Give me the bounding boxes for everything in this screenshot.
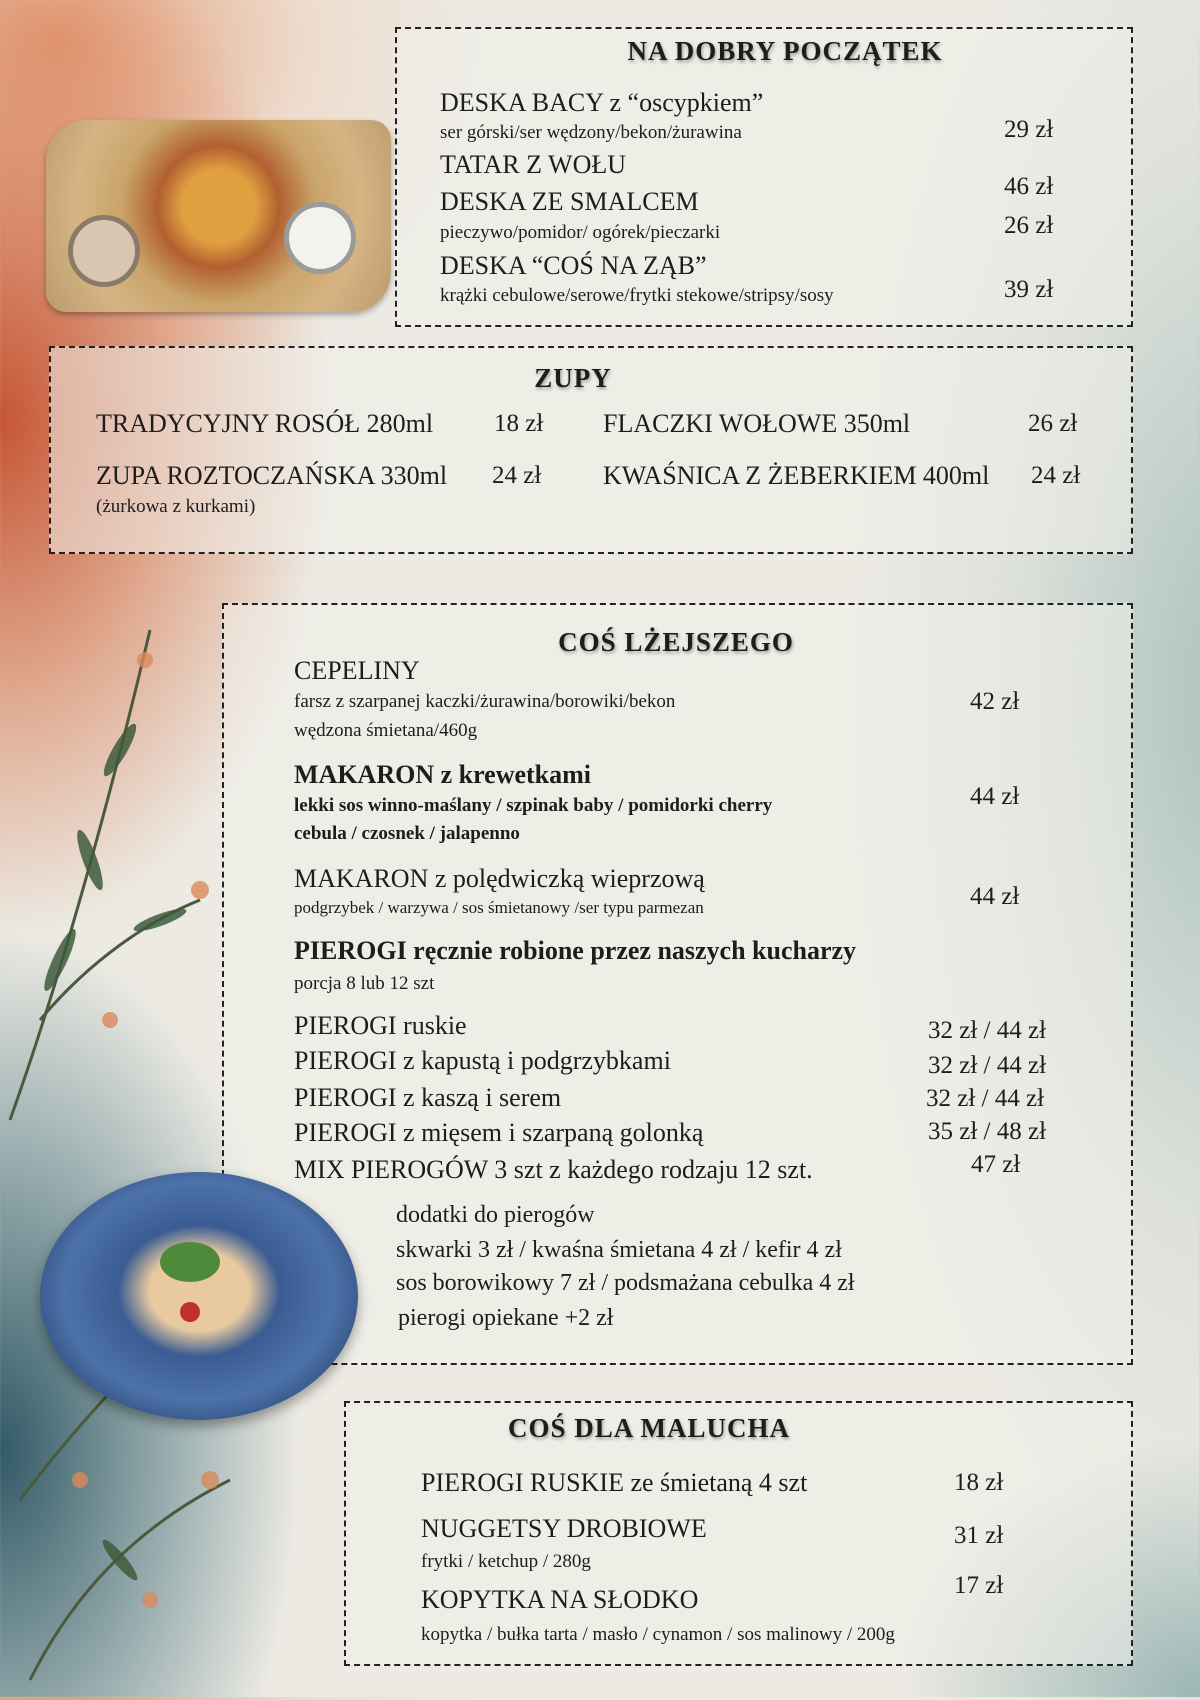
starter-item-desc: pieczywo/pomidor/ ogórek/pieczarki — [440, 222, 721, 243]
starter-item-name: DESKA BACY z “oscypkiem” — [440, 88, 764, 117]
pierogi-item-name: PIEROGI ruskie — [294, 1011, 467, 1040]
lighter-item-name: MAKARON z krewetkami — [294, 760, 592, 789]
kids-item-desc: frytki / ketchup / 280g — [421, 1551, 591, 1572]
soup-item-price: 26 zł — [1028, 410, 1078, 437]
soup-item-name: TRADYCYJNY ROSÓŁ 280ml — [96, 409, 434, 438]
starter-item-price: 26 zł — [1004, 212, 1054, 239]
soup-item-price: 24 zł — [492, 462, 542, 489]
soup-item-name: FLACZKI WOŁOWE 350ml — [603, 409, 911, 438]
pierogi-item-name: PIEROGI z kaszą i serem — [294, 1083, 562, 1112]
botanical-decoration — [0, 600, 260, 1700]
soups-title: ZUPY — [534, 363, 612, 393]
starter-item-price: 29 zł — [1004, 116, 1054, 143]
pierogi-item-name: PIEROGI z mięsem i szarpaną golonką — [294, 1118, 704, 1147]
lighter-item-desc: cebula / czosnek / jalapenno — [294, 823, 520, 844]
pierogi-heading: PIEROGI ręcznie robione przez naszych kucharzy — [294, 936, 857, 965]
lighter-item-name: MAKARON z polędwiczką wieprzową — [294, 864, 705, 893]
soup-item-desc: (żurkowa z kurkami) — [96, 496, 256, 517]
lighter-item-price: 42 zł — [970, 688, 1020, 715]
lighter-item-desc: podgrzybek / warzywa / sos śmietanowy /ser typu parmezan — [294, 898, 704, 917]
lighter-item-price: 44 zł — [970, 883, 1020, 910]
kids-item-desc: kopytka / bułka tarta / masło / cynamon / sos malinowy / 200g — [421, 1624, 895, 1645]
pierogi-item-price: 32 zł / 44 zł — [926, 1085, 1045, 1112]
pierogi-item-price: 35 zł / 48 zł — [928, 1118, 1047, 1145]
kids-item-name: PIEROGI RUSKIE ze śmietaną 4 szt — [421, 1468, 808, 1497]
lighter-item-price: 44 zł — [970, 783, 1020, 810]
kids-item-price: 31 zł — [954, 1522, 1004, 1549]
starter-item-name: DESKA ZE SMALCEM — [440, 187, 699, 216]
pierogi-portion: porcja 8 lub 12 szt — [294, 973, 435, 994]
lighter-item-name: CEPELINY — [294, 656, 420, 685]
lighter-item-desc: lekki sos winno-maślany / szpinak baby / pomidorki cherry — [294, 795, 773, 816]
starter-item-name: TATAR Z WOŁU — [440, 150, 626, 179]
extras-line: skwarki 3 zł / kwaśna śmietana 4 zł / kefir 4 zł — [396, 1237, 842, 1263]
kids-item-price: 17 zł — [954, 1572, 1004, 1599]
starter-item-price: 39 zł — [1004, 276, 1054, 303]
pierogi-item-price: 47 zł — [971, 1151, 1021, 1178]
lighter-item-desc: farsz z szarpanej kaczki/żurawina/borowiki/bekon — [294, 691, 676, 712]
starter-item-name: DESKA “COŚ NA ZĄB” — [440, 251, 707, 280]
starter-item-desc: ser górski/ser wędzony/bekon/żurawina — [440, 122, 742, 143]
pierogi-item-price: 32 zł / 44 zł — [928, 1052, 1047, 1079]
kids-item-price: 18 zł — [954, 1469, 1004, 1496]
pierogi-item-name: MIX PIEROGÓW 3 szt z każdego rodzaju 12 szt. — [294, 1155, 813, 1184]
starters-board-photo — [46, 120, 391, 312]
extras-line: pierogi opiekane +2 zł — [398, 1305, 614, 1331]
pierogi-item-price: 32 zł / 44 zł — [928, 1017, 1047, 1044]
starter-item-price: 46 zł — [1004, 173, 1054, 200]
kids-item-name: NUGGETSY DROBIOWE — [421, 1514, 707, 1543]
starter-item-desc: krążki cebulowe/serowe/frytki stekowe/stripsy/sosy — [440, 285, 834, 306]
lighter-item-desc: wędzona śmietana/460g — [294, 720, 478, 741]
soup-item-name: ZUPA ROZTOCZAŃSKA 330ml — [96, 461, 448, 490]
extras-line: sos borowikowy 7 zł / podsmażana cebulka 4 zł — [396, 1270, 855, 1296]
kids-title: COŚ DLA MALUCHA — [507, 1413, 791, 1443]
lighter-title: COŚ LŻEJSZEGO — [558, 627, 794, 657]
kids-item-name: KOPYTKA NA SŁODKO — [421, 1585, 699, 1614]
extras-heading: dodatki do pierogów — [396, 1202, 595, 1228]
soup-item-price: 24 zł — [1031, 462, 1081, 489]
soup-item-price: 18 zł — [494, 410, 544, 437]
starters-title: NA DOBRY POCZĄTEK — [627, 36, 943, 66]
pierogi-item-name: PIEROGI z kapustą i podgrzybkami — [294, 1046, 671, 1075]
soup-item-name: KWAŚNICA Z ŻEBERKIEM 400ml — [603, 461, 990, 490]
pasta-plate-photo — [40, 1172, 358, 1420]
